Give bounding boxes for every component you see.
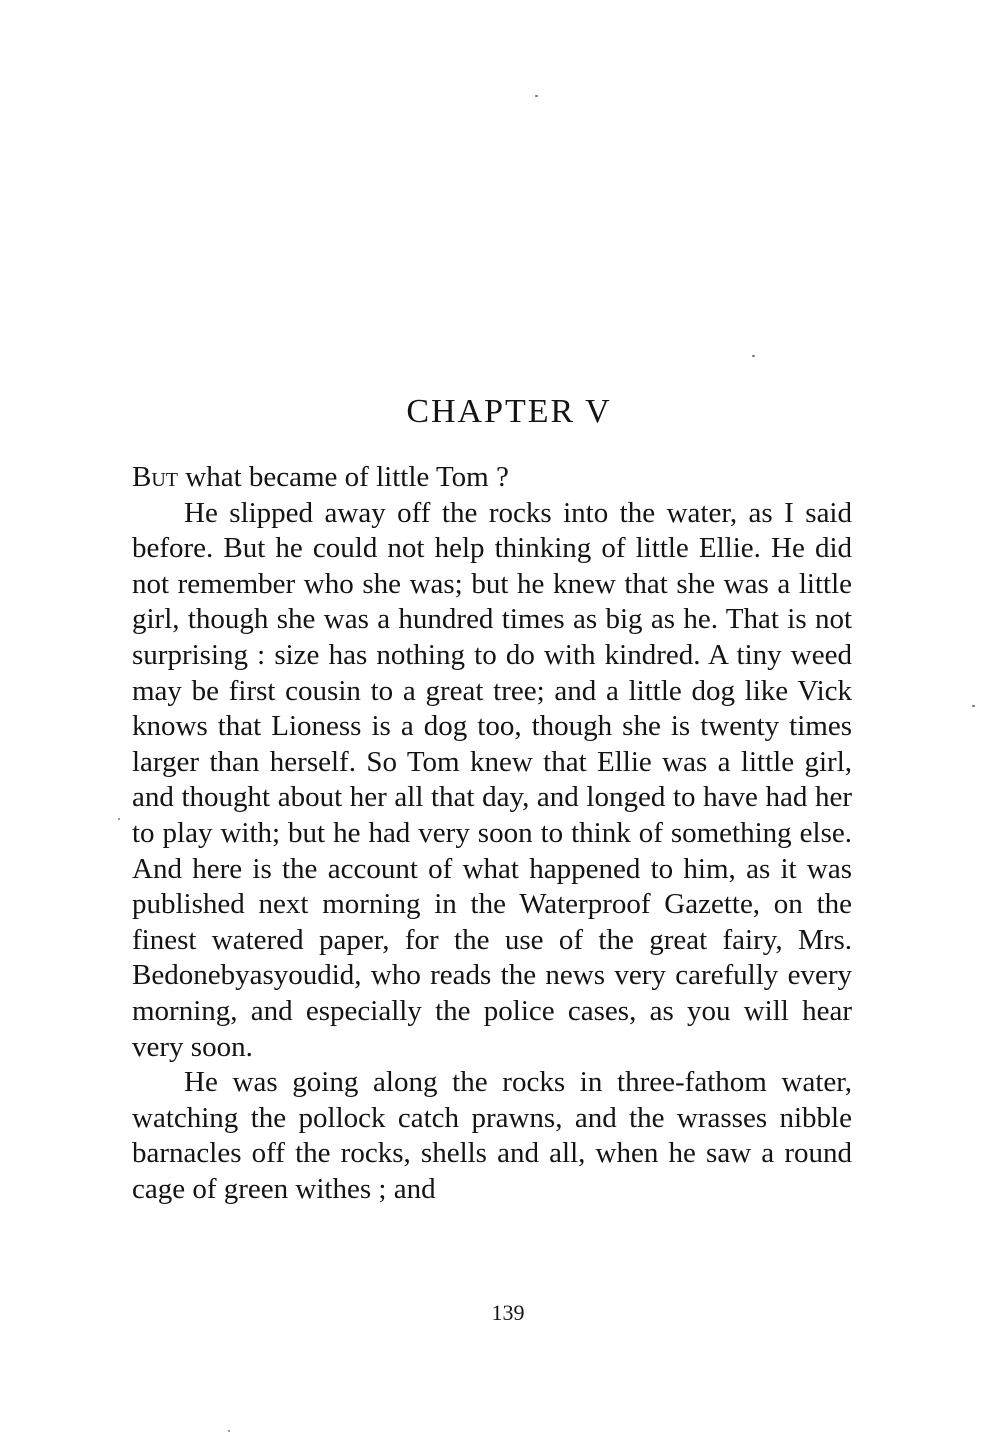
paper-speck bbox=[972, 705, 975, 707]
paragraph: He was going along the rocks in three-fathom water, watching the pollock catch prawns, and the wrasses nibble barnacles off the rocks, shells and all, when he saw a round cage of green withes ; and bbox=[132, 1066, 852, 1205]
page-number: 139 bbox=[491, 1300, 525, 1325]
paper-speck bbox=[752, 355, 755, 357]
chapter-body bbox=[132, 460, 852, 1207]
opening-paragraph bbox=[132, 460, 852, 496]
paragraph: He slipped away off the rocks into the water, as I said before. But he could not help thinking of little Ellie. He did not remember who she was; but he knew that she was a little girl, though she was a hundred times as big as he. That is not surprising : size has nothing to do with kindred. A tiny weed may be first cousin to a great tree; and a little dog like Vick knows that Lioness is a dog too, though she is twenty times larger than herself. So Tom knew that Ellie was a little girl, and thought about her all that day, and longed to have had her to play with; but he had very soon to think of something else. And here is the account of what happened to him, as it was published next morning in the Waterproof Gazette, on the finest watered paper, for the use of the great fairy, Mrs. Bedonebyasyoudid, who reads the news very carefully every morning, and especially the police cases, as you will hear very soon. bbox=[132, 496, 852, 1063]
chapter-title: CHAPTER V bbox=[406, 393, 612, 430]
paper-speck bbox=[118, 818, 120, 820]
paper-speck bbox=[535, 95, 538, 97]
lead-word: But bbox=[132, 461, 179, 493]
paragraph-text: what became of little Tom ? bbox=[178, 461, 509, 493]
paper-speck bbox=[228, 1430, 230, 1432]
